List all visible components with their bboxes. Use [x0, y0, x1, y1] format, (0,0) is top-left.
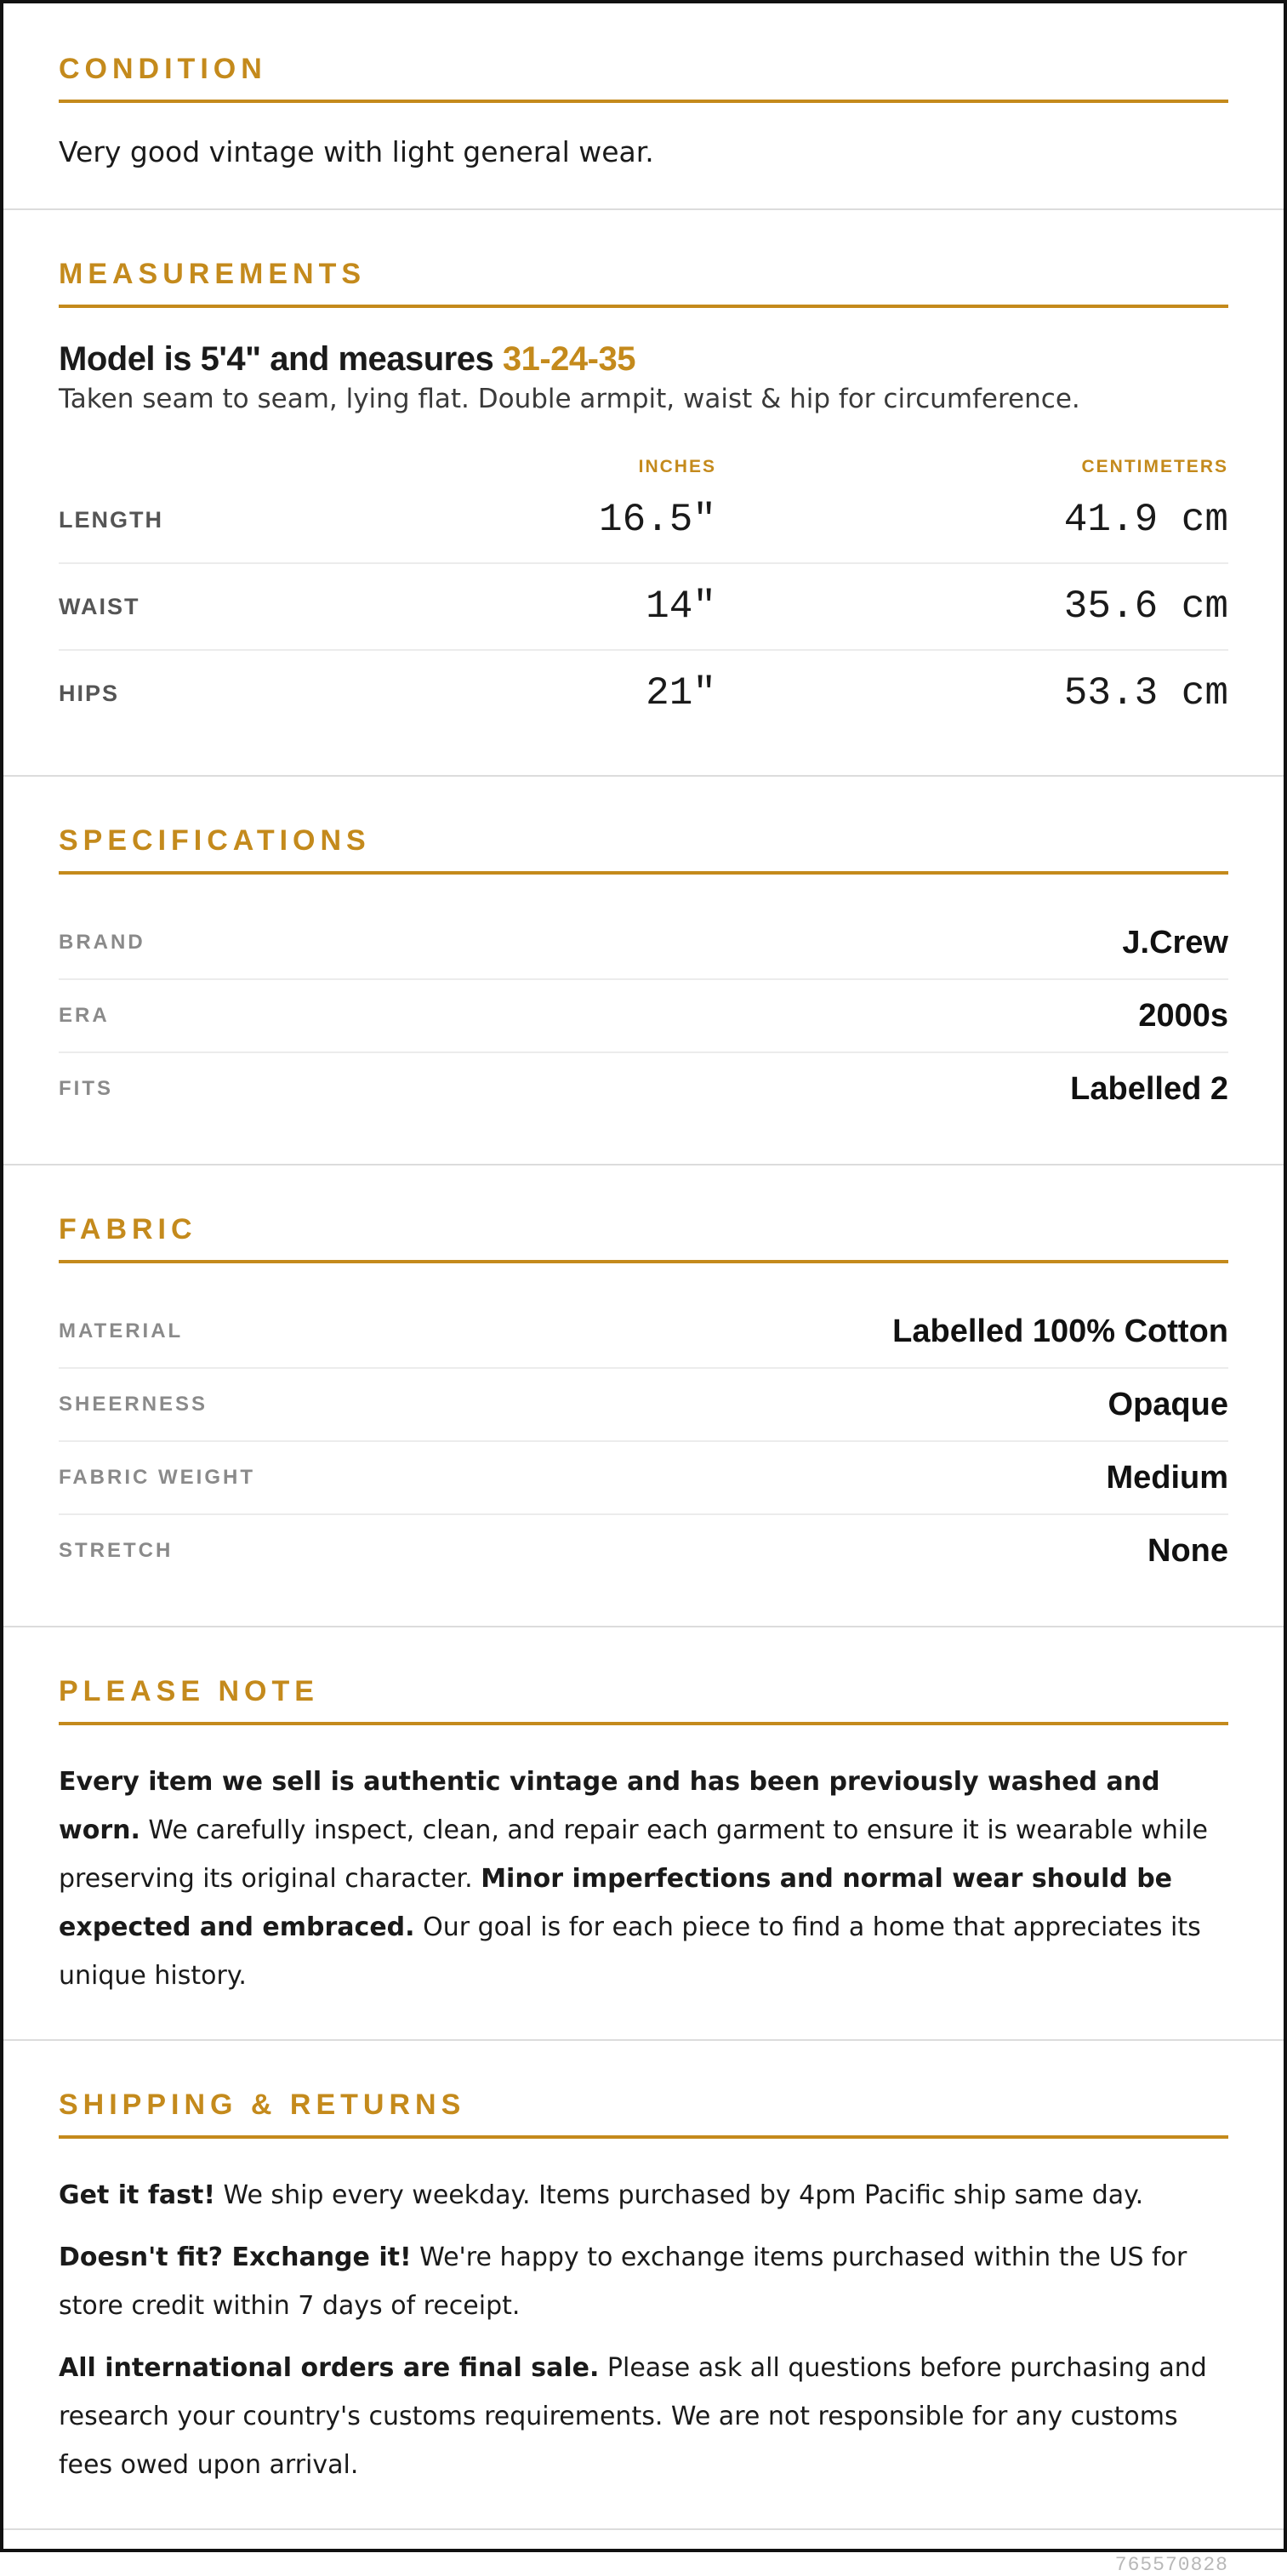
condition-section: [3, 3, 1284, 210]
fabric-key: FABRIC WEIGHT: [59, 1466, 255, 1489]
spec-key: FITS: [59, 1077, 113, 1100]
fabric-value: None: [1147, 1532, 1228, 1569]
note-bold-2: Minor imperfections and normal wear should be expected and embraced.: [59, 1864, 1173, 1942]
note-text-2: Our goal is for each piece to find a home that appreciates its unique history.: [59, 1912, 1201, 1991]
fabric-list: [59, 1296, 1228, 1587]
spec-row-brand: [59, 907, 1228, 980]
note-text-1: We carefully inspect, clean, and repair each garment to ensure it is wearable while preserving its original character.: [59, 1815, 1208, 1894]
note-bold-1: Every item we sell is authentic vintage and has been previously washed and worn.: [59, 1767, 1160, 1845]
spec-key: ERA: [59, 1004, 110, 1027]
shipping-paragraph-2: [59, 2233, 1228, 2330]
measurements-header-row: [59, 448, 1228, 477]
please-note-heading: PLEASE NOTE: [59, 1675, 1228, 1725]
specifications-section: [3, 777, 1284, 1165]
fabric-section: [3, 1165, 1284, 1627]
measurements-subtext: Taken seam to seam, lying flat. Double armpit, waist & hip for circumference.: [59, 384, 1080, 414]
shipping-bold-2: Doesn't fit? Exchange it!: [59, 2243, 412, 2272]
shipping-paragraph-3: [59, 2344, 1228, 2489]
spec-key: BRAND: [59, 931, 145, 954]
centimeters-column-header: CENTIMETERS: [1081, 457, 1228, 476]
condition-heading: CONDITION: [59, 53, 1228, 103]
fabric-key: SHEERNESS: [59, 1393, 208, 1416]
model-measurements: [59, 340, 1228, 379]
measurement-inches: 16.5": [598, 498, 716, 542]
measurement-row-hips: [59, 651, 1228, 736]
fabric-value: Labelled 100% Cotton: [892, 1313, 1228, 1349]
condition-text: Very good vintage with light general wear.: [59, 135, 654, 168]
shipping-heading: SHIPPING & RETURNS: [59, 2089, 1228, 2139]
spec-row-fits: [59, 1053, 1228, 1125]
specifications-list: [59, 907, 1228, 1125]
fabric-heading: FABRIC: [59, 1213, 1228, 1263]
shipping-text-3: Please ask all questions before purchasing and research your country's customs requirements. We are not responsible for any customs fees owed upon arrival.: [59, 2353, 1207, 2480]
product-id: 765570828: [1114, 2554, 1228, 2576]
measurement-inches: 14": [646, 584, 716, 629]
fabric-key: STRETCH: [59, 1539, 174, 1562]
spec-value: Labelled 2: [1070, 1070, 1228, 1107]
shipping-paragraph-1: [59, 2171, 1228, 2220]
measurement-label: WAIST: [59, 593, 140, 619]
specifications-heading: SPECIFICATIONS: [59, 824, 1228, 875]
measurement-cm: 53.3 cm: [1063, 671, 1228, 715]
measurement-row-length: [59, 477, 1228, 564]
shipping-text-2: We're happy to exchange items purchased within the US for store credit within 7 days of receipt.: [59, 2243, 1187, 2321]
measurement-label: LENGTH: [59, 506, 163, 533]
shipping-bold-3: All international orders are final sale.: [59, 2353, 600, 2383]
measurement-row-waist: [59, 564, 1228, 651]
fabric-row-stretch: [59, 1515, 1228, 1587]
measurements-heading: MEASUREMENTS: [59, 258, 1228, 308]
measurements-table: [59, 448, 1228, 736]
shipping-bold-1: Get it fast!: [59, 2180, 215, 2210]
please-note-text: [59, 1758, 1228, 2000]
inches-column-header: INCHES: [638, 457, 716, 476]
model-prefix: Model is 5'4" and measures: [59, 340, 503, 378]
fabric-key: MATERIAL: [59, 1319, 184, 1342]
fabric-value: Medium: [1106, 1459, 1228, 1496]
measurement-cm: 35.6 cm: [1063, 584, 1228, 629]
measurements-section: [3, 210, 1284, 777]
model-measure-value: 31-24-35: [502, 340, 635, 378]
fabric-row-weight: [59, 1442, 1228, 1515]
fabric-row-material: [59, 1296, 1228, 1369]
measurement-inches: 21": [646, 671, 716, 715]
measurement-label: HIPS: [59, 680, 120, 706]
fabric-value: Opaque: [1108, 1386, 1228, 1422]
spec-value: J.Crew: [1122, 924, 1228, 960]
shipping-text-1: We ship every weekday. Items purchased by 4pm Pacific ship same day.: [215, 2180, 1144, 2210]
shipping-returns-section: [3, 2041, 1284, 2530]
fabric-row-sheerness: [59, 1369, 1228, 1442]
please-note-section: [3, 1627, 1284, 2041]
spec-row-era: [59, 980, 1228, 1053]
spec-value: 2000s: [1138, 997, 1228, 1034]
measurement-cm: 41.9 cm: [1063, 498, 1228, 542]
